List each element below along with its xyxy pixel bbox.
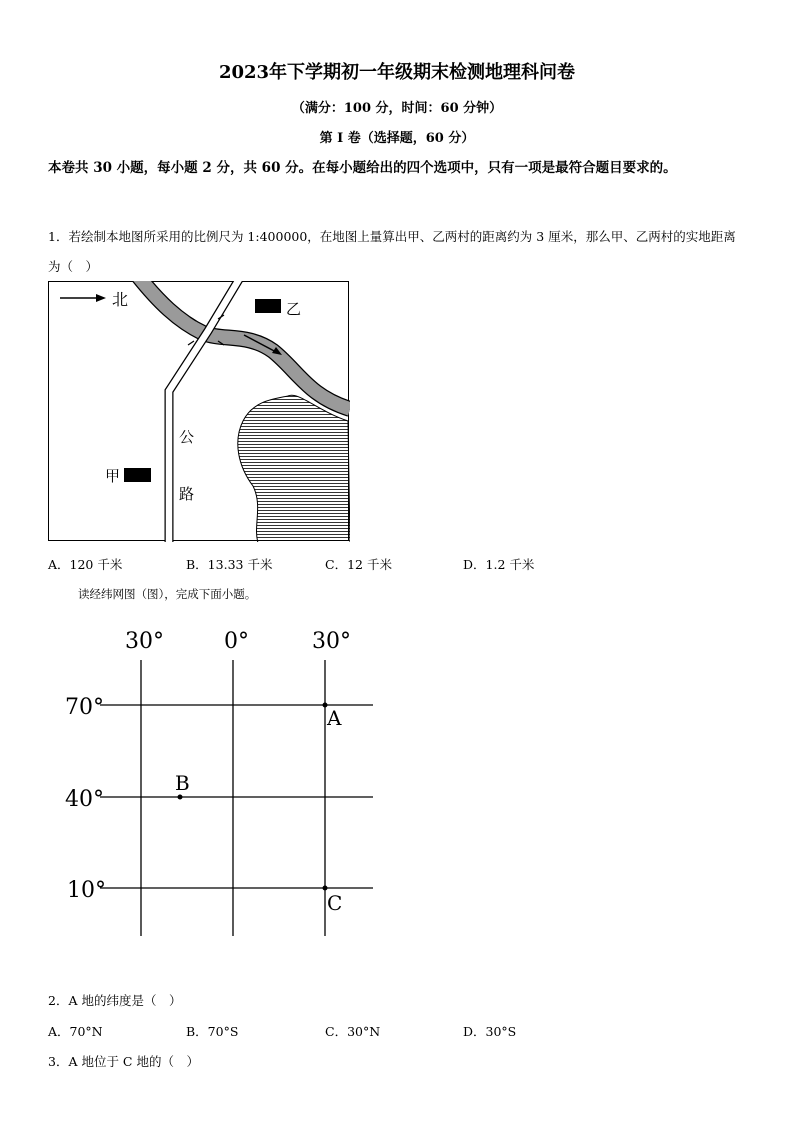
- north-label: 北: [112, 290, 129, 309]
- point-a-label: A: [327, 706, 342, 730]
- page-title: 2023年下学期初一年级期末检测地理科问卷: [218, 62, 576, 83]
- latitude-label: 40°: [65, 787, 104, 812]
- q1-option-d: D．1.2 千米: [463, 557, 535, 572]
- section-heading: 第 I 卷（选择题，60 分）: [319, 131, 475, 146]
- village-yi-marker: [255, 299, 281, 313]
- latlong-grid-figure: [55, 618, 385, 938]
- longitude-label: 30°: [125, 629, 164, 654]
- point-b-label: B: [175, 771, 190, 795]
- q2-option-a: A．70°N: [48, 1024, 103, 1039]
- q2-option-b: B．70°S: [186, 1024, 239, 1039]
- question-3-stem: 3．A 地位于 C 地的（ ）: [48, 1054, 199, 1069]
- latitude-label: 10°: [67, 878, 106, 903]
- q1-option-a: A．120 千米: [48, 557, 123, 572]
- longitude-label: 30°: [312, 629, 351, 654]
- point-c-label: C: [327, 891, 343, 915]
- point-c-marker: [323, 886, 328, 891]
- latitude-label: 70°: [65, 695, 104, 720]
- question-2-stem: 2．A 地的纬度是（ ）: [48, 993, 182, 1008]
- q2-option-d: D．30°S: [463, 1024, 517, 1039]
- longitude-label: 0°: [224, 629, 249, 654]
- village-yi-label: 乙: [286, 300, 302, 318]
- village-jia-label: 甲: [105, 467, 121, 485]
- q1-option-c: C．12 千米: [325, 557, 392, 572]
- score-time-info: （满分：100 分，时间：60 分钟）: [291, 101, 503, 116]
- reading-prompt: 读经纬网图（图），完成下面小题。: [78, 587, 257, 601]
- road-label-2: 路: [179, 485, 195, 503]
- q2-option-c: C．30°N: [325, 1024, 381, 1039]
- instructions: 本卷共 30 小题，每小题 2 分，共 60 分。在每小题给出的四个选项中，只有一项是最符合题目要求的。: [48, 160, 677, 176]
- q1-option-b: B．13.33 千米: [186, 557, 273, 572]
- village-jia-marker: [124, 468, 151, 482]
- map-figure: [48, 281, 350, 542]
- question-1-stem: 1．若绘制本地图所采用的比例尺为 1:400000，在地图上量算出甲、乙两村的距离约为 3 厘米，那么甲、乙两村的实地距离为（ ）: [48, 229, 736, 274]
- road-label-1: 公: [179, 428, 195, 446]
- point-b-marker: [178, 795, 183, 800]
